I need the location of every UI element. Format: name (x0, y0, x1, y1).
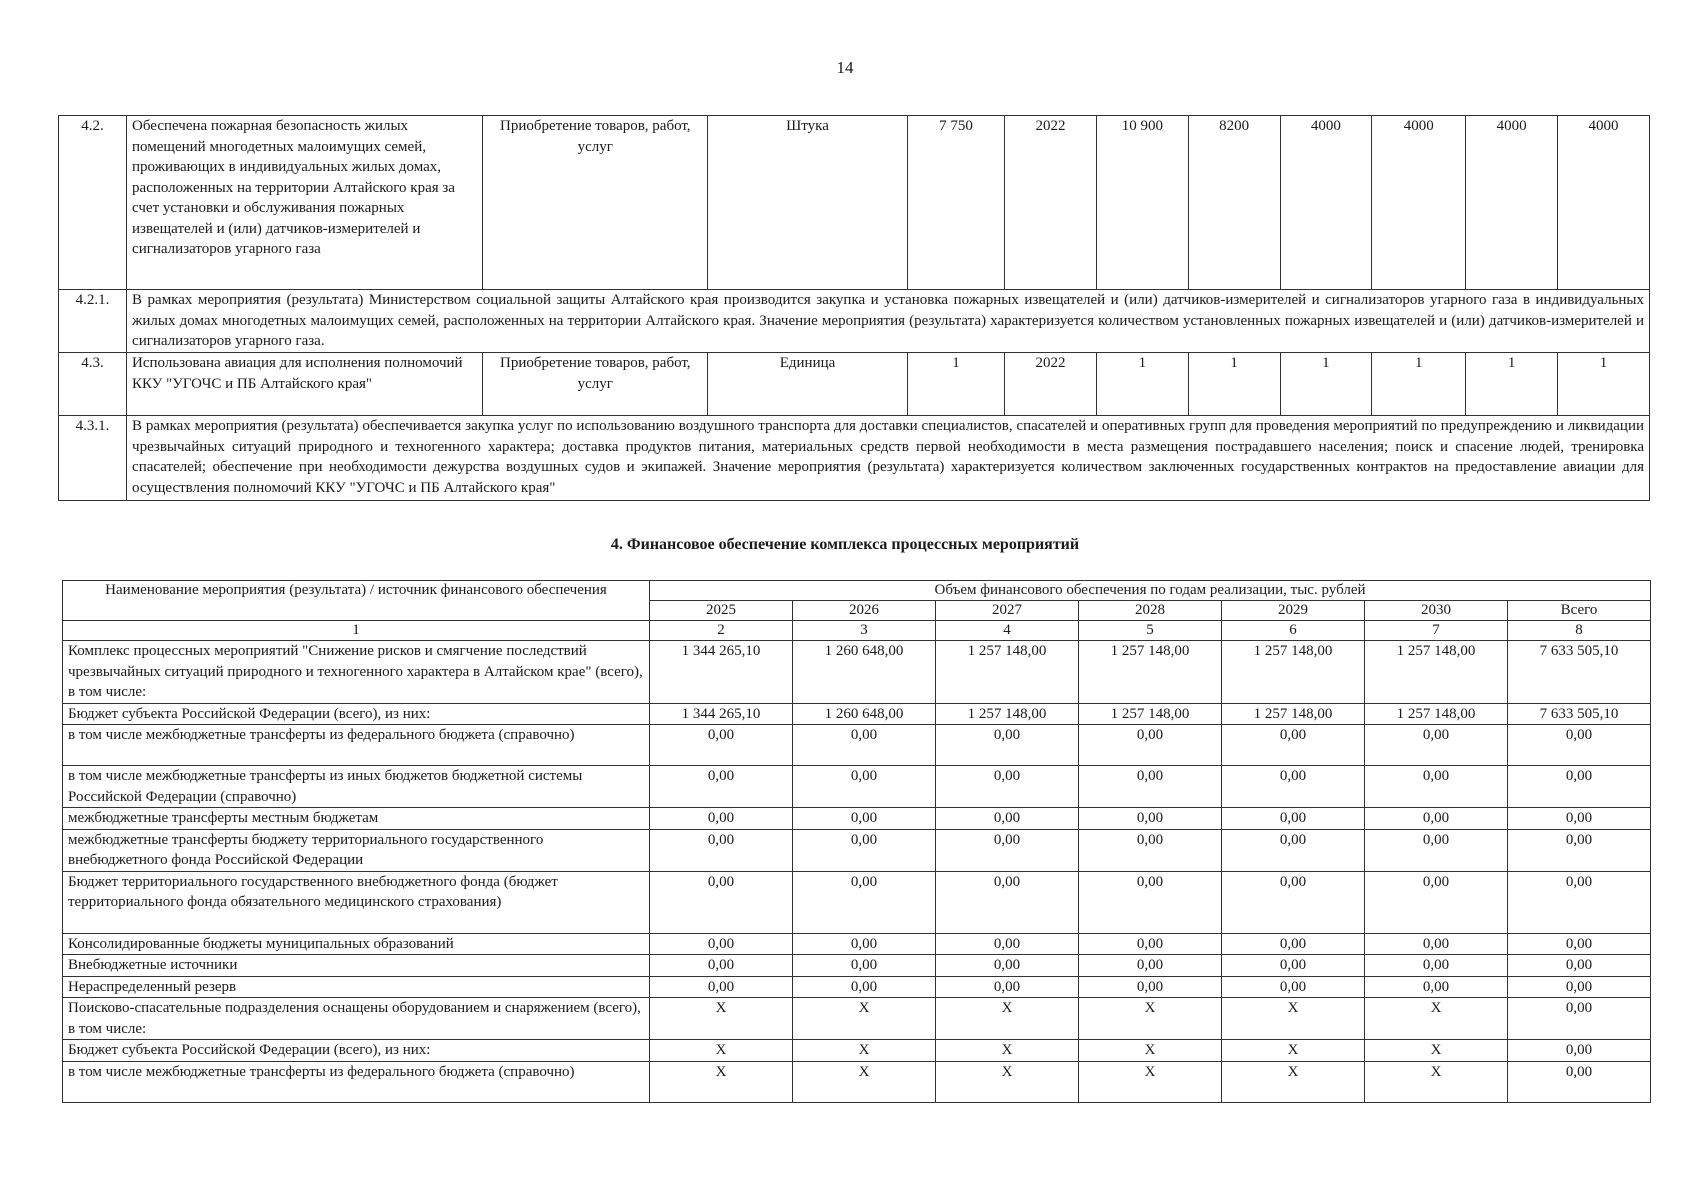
amount-cell: 7 633 505,10 (1508, 703, 1651, 725)
amount-cell: 7 633 505,10 (1508, 641, 1651, 704)
amount-cell: 0,00 (650, 955, 793, 977)
source-name: в том числе межбюджетные трансферты из федерального бюджета (справочно) (63, 1061, 650, 1102)
amount-cell: 0,00 (1365, 829, 1508, 871)
amount-cell: X (650, 1040, 793, 1062)
amount-cell: X (1365, 1061, 1508, 1102)
amount-cell: 1 257 148,00 (936, 703, 1079, 725)
amount-cell: X (1079, 1061, 1222, 1102)
value-cell: 1 (1096, 353, 1188, 416)
result-name: Использована авиация для исполнения полномочий ККУ "УГОЧС и ПБ Алтайского края" (127, 353, 483, 416)
amount-cell: X (650, 998, 793, 1040)
table-row (59, 353, 1650, 416)
col-number: 8 (1508, 621, 1651, 641)
result-unit: Штука (708, 116, 908, 290)
source-name: межбюджетные трансферты бюджету территориального государственного внебюджетного фонда Российской Федерации (63, 829, 650, 871)
row-number: 4.2.1. (59, 290, 127, 353)
amount-cell: X (1365, 1040, 1508, 1062)
col-number: 4 (936, 621, 1079, 641)
amount-cell: 0,00 (793, 933, 936, 955)
section-title: 4. Финансовое обеспечение комплекса процессных мероприятий (610, 536, 1080, 553)
header-name: Наименование мероприятия (результата) / источник финансового обеспечения (63, 581, 650, 621)
amount-cell: 0,00 (650, 766, 793, 808)
table-row (59, 416, 1650, 501)
result-type: Приобретение товаров, работ, услуг (483, 116, 708, 290)
amount-cell: 0,00 (1508, 766, 1651, 808)
table-row (63, 808, 1651, 830)
amount-cell: 0,00 (1365, 766, 1508, 808)
source-name: в том числе межбюджетные трансферты из федерального бюджета (справочно) (63, 725, 650, 766)
amount-cell: 0,00 (936, 766, 1079, 808)
amount-cell: X (1079, 998, 1222, 1040)
amount-cell: X (793, 998, 936, 1040)
amount-cell: 1 260 648,00 (793, 641, 936, 704)
results-table (58, 115, 1650, 501)
amount-cell: 0,00 (936, 808, 1079, 830)
amount-cell: 0,00 (936, 871, 1079, 933)
value-cell: 8200 (1188, 116, 1280, 290)
amount-cell: 0,00 (1222, 933, 1365, 955)
value-cell: 10 900 (1096, 116, 1188, 290)
source-name: Внебюджетные источники (63, 955, 650, 977)
result-description: В рамках мероприятия (результата) Министерством социальной защиты Алтайского края производится закупка и установка пожарных извещателей и (или) датчиков-измерителей и сигнализаторов угарного газа в индивидуальных жилых домах многодетных малоимущих семей, расположенных на территории Алтайского края. Значение мероприятия (результата) характеризуется количеством установленных пожарных извещателей и (или) датчиков-измерителей и сигнализаторов угарного газа. (127, 290, 1650, 353)
amount-cell: 0,00 (1508, 955, 1651, 977)
amount-cell: 0,00 (1079, 976, 1222, 998)
amount-cell: 1 257 148,00 (1365, 703, 1508, 725)
value-cell: 1 (1188, 353, 1280, 416)
year-header: Всего (1508, 601, 1651, 621)
amount-cell: 0,00 (650, 808, 793, 830)
amount-cell: 0,00 (793, 829, 936, 871)
amount-cell: 0,00 (1079, 955, 1222, 977)
table-row (59, 290, 1650, 353)
amount-cell: 0,00 (793, 808, 936, 830)
amount-cell: 0,00 (1508, 829, 1651, 871)
result-name: Обеспечена пожарная безопасность жилых помещений многодетных малоимущих семей, проживающих в индивидуальных жилых домах, расположенных на территории Алтайского края за счет установки и обслуживания пожарных извещателей и (или) датчиков-измерителей и сигнализаторов угарного газа (127, 116, 483, 290)
year-header: 2030 (1365, 601, 1508, 621)
amount-cell: 1 344 265,10 (650, 703, 793, 725)
result-unit: Единица (708, 353, 908, 416)
base-value: 7 750 (907, 116, 1004, 290)
source-name: Бюджет субъекта Российской Федерации (всего), из них: (63, 703, 650, 725)
amount-cell: X (793, 1040, 936, 1062)
year-header: 2026 (793, 601, 936, 621)
amount-cell: 0,00 (1079, 829, 1222, 871)
value-cell: 4000 (1280, 116, 1372, 290)
amount-cell: 0,00 (1365, 871, 1508, 933)
amount-cell: 1 344 265,10 (650, 641, 793, 704)
year-header: 2025 (650, 601, 793, 621)
source-name: Комплекс процессных мероприятий "Снижение рисков и смягчение последствий чрезвычайных ситуаций природного и техногенного характера в Алтайском крае" (всего), в том числе: (63, 641, 650, 704)
result-type: Приобретение товаров, работ, услуг (483, 353, 708, 416)
base-year: 2022 (1005, 116, 1097, 290)
row-number: 4.3.1. (59, 416, 127, 501)
col-number: 1 (63, 621, 650, 641)
source-name: межбюджетные трансферты местным бюджетам (63, 808, 650, 830)
amount-cell: 0,00 (793, 955, 936, 977)
amount-cell: 0,00 (793, 871, 936, 933)
amount-cell: 1 260 648,00 (793, 703, 936, 725)
source-name: Нераспределенный резерв (63, 976, 650, 998)
amount-cell: 0,00 (1508, 808, 1651, 830)
source-name: Бюджет субъекта Российской Федерации (всего), из них: (63, 1040, 650, 1062)
amount-cell: 0,00 (1222, 766, 1365, 808)
table-row (63, 998, 1651, 1040)
table-row (59, 116, 1650, 290)
year-header: 2029 (1222, 601, 1365, 621)
table-row (63, 641, 1651, 704)
value-cell: 1 (1372, 353, 1466, 416)
amount-cell: X (793, 1061, 936, 1102)
amount-cell: 0,00 (1508, 725, 1651, 766)
col-number: 2 (650, 621, 793, 641)
amount-cell: 0,00 (1222, 955, 1365, 977)
amount-cell: X (936, 1061, 1079, 1102)
amount-cell: X (1222, 1040, 1365, 1062)
amount-cell: 0,00 (650, 725, 793, 766)
column-number-row (63, 621, 1651, 641)
amount-cell: 0,00 (1222, 808, 1365, 830)
table-row (63, 725, 1651, 766)
header-row (63, 581, 1651, 601)
amount-cell: 0,00 (1079, 808, 1222, 830)
amount-cell: 0,00 (1508, 976, 1651, 998)
table-row (63, 955, 1651, 977)
table-row (63, 829, 1651, 871)
amount-cell: X (650, 1061, 793, 1102)
financing-table (62, 580, 1651, 1103)
table-row (63, 1061, 1651, 1102)
amount-cell: 0,00 (793, 766, 936, 808)
amount-cell: X (1365, 998, 1508, 1040)
source-name: Консолидированные бюджеты муниципальных образований (63, 933, 650, 955)
table-row (63, 871, 1651, 933)
amount-cell: 1 257 148,00 (1079, 703, 1222, 725)
source-name: Бюджет территориального государственного внебюджетного фонда (бюджет территориального фонда обязательного медицинского страхования) (63, 871, 650, 933)
value-cell: 1 (1558, 353, 1650, 416)
amount-cell: 0,00 (1508, 871, 1651, 933)
amount-cell: 0,00 (793, 725, 936, 766)
col-number: 3 (793, 621, 936, 641)
base-value: 1 (907, 353, 1004, 416)
amount-cell: 1 257 148,00 (936, 641, 1079, 704)
row-number: 4.3. (59, 353, 127, 416)
amount-cell: 0,00 (1365, 933, 1508, 955)
amount-cell: 0,00 (650, 871, 793, 933)
amount-cell: 0,00 (936, 933, 1079, 955)
amount-cell: 1 257 148,00 (1365, 641, 1508, 704)
value-cell: 4000 (1558, 116, 1650, 290)
amount-cell: 0,00 (1222, 871, 1365, 933)
amount-cell: 0,00 (1508, 1061, 1651, 1102)
amount-cell: 0,00 (1079, 871, 1222, 933)
page-number: 14 (836, 58, 854, 77)
amount-cell: 1 257 148,00 (1079, 641, 1222, 704)
table-row (63, 1040, 1651, 1062)
amount-cell: 0,00 (1365, 808, 1508, 830)
amount-cell: X (936, 998, 1079, 1040)
result-description: В рамках мероприятия (результата) обеспечивается закупка услуг по использованию воздушного транспорта для доставки специалистов, спасателей и оперативных групп для проведения мероприятий по предупреждению и ликвидации чрезвычайных ситуаций природного и техногенного характера; доставка продуктов питания, материальных средств первой необходимости в места размещения пострадавшего населения; поиск и спасение людей, тренировка спасателей; обеспечение при необходимости дежурства воздушных судов и экипажей. Значение мероприятия (результата) характеризуется количеством заключенных государственных контрактов на предоставление авиации для осуществления полномочий ККУ "УГОЧС и ПБ Алтайского края" (127, 416, 1650, 501)
amount-cell: 0,00 (1222, 829, 1365, 871)
source-name: Поисково-спасательные подразделения оснащены оборудованием и снаряжением (всего), в том числе: (63, 998, 650, 1040)
amount-cell: 1 257 148,00 (1222, 703, 1365, 725)
amount-cell: 0,00 (650, 976, 793, 998)
value-cell: 1 (1466, 353, 1558, 416)
amount-cell: 0,00 (793, 976, 936, 998)
amount-cell: X (1079, 1040, 1222, 1062)
amount-cell: 1 257 148,00 (1222, 641, 1365, 704)
table-row (63, 976, 1651, 998)
amount-cell: 0,00 (1365, 725, 1508, 766)
amount-cell: X (1222, 998, 1365, 1040)
amount-cell: 0,00 (1222, 725, 1365, 766)
value-cell: 4000 (1466, 116, 1558, 290)
value-cell: 1 (1280, 353, 1372, 416)
table-row (63, 703, 1651, 725)
amount-cell: 0,00 (1079, 725, 1222, 766)
amount-cell: 0,00 (1365, 955, 1508, 977)
base-year: 2022 (1005, 353, 1097, 416)
year-header: 2028 (1079, 601, 1222, 621)
col-number: 6 (1222, 621, 1365, 641)
amount-cell: X (1222, 1061, 1365, 1102)
amount-cell: 0,00 (650, 933, 793, 955)
amount-cell: 0,00 (1508, 1040, 1651, 1062)
amount-cell: 0,00 (1508, 998, 1651, 1040)
amount-cell: 0,00 (1079, 933, 1222, 955)
source-name: в том числе межбюджетные трансферты из иных бюджетов бюджетной системы Российской Федерации (справочно) (63, 766, 650, 808)
col-number: 5 (1079, 621, 1222, 641)
amount-cell: 0,00 (1508, 933, 1651, 955)
year-header: 2027 (936, 601, 1079, 621)
table-row (63, 933, 1651, 955)
table-row (63, 766, 1651, 808)
col-number: 7 (1365, 621, 1508, 641)
amount-cell: 0,00 (936, 725, 1079, 766)
header-volume: Объем финансового обеспечения по годам реализации, тыс. рублей (650, 581, 1651, 601)
value-cell: 4000 (1372, 116, 1466, 290)
amount-cell: 0,00 (650, 829, 793, 871)
amount-cell: 0,00 (936, 955, 1079, 977)
row-number: 4.2. (59, 116, 127, 290)
amount-cell: 0,00 (936, 829, 1079, 871)
amount-cell: 0,00 (1079, 766, 1222, 808)
amount-cell: 0,00 (1222, 976, 1365, 998)
amount-cell: 0,00 (1365, 976, 1508, 998)
amount-cell: X (936, 1040, 1079, 1062)
amount-cell: 0,00 (936, 976, 1079, 998)
